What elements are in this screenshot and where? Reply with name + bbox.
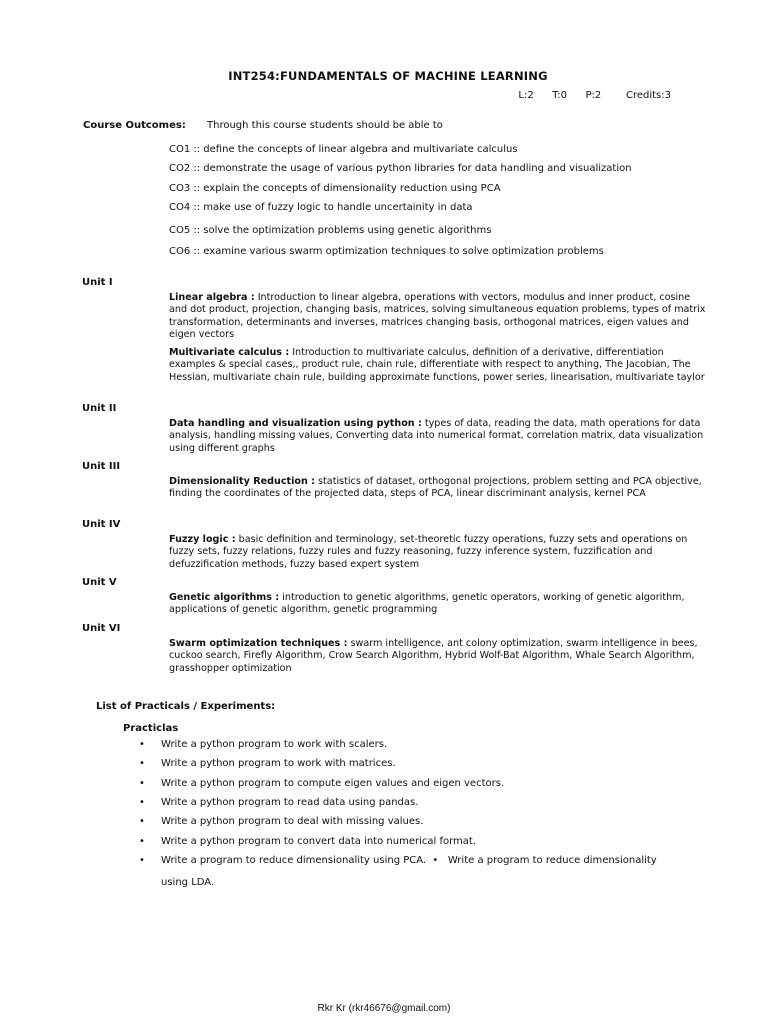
unit-topic xyxy=(169,638,709,675)
bullet: • xyxy=(139,836,145,847)
topic-text: basic definition and terminology, set-theoretic fuzzy operations, fuzzy sets and operations on fuzzy sets, fuzzy relations, fuzzy rules and fuzzy reasoning, fuzzy inference system, fuzzification and defuzzification methods, fuzzy based expert system xyxy=(169,534,688,570)
course-outcome-item: CO3 :: explain the concepts of dimensionality reduction using PCA xyxy=(169,183,501,194)
topic-text: statistics of dataset, orthogonal projections, problem setting and PCA objective, finding the coordinates of the projected data, steps of PCA, linear discriminant analysis, kernel PCA xyxy=(169,476,702,500)
topic-name: Multivariate calculus : xyxy=(169,347,290,358)
unit-topic xyxy=(169,347,709,384)
course-outcome-item: CO5 :: solve the optimization problems using genetic algorithms xyxy=(169,225,492,236)
unit-topic xyxy=(169,592,709,617)
footer-attribution: Rkr Kr (rkr46676@gmail.com) xyxy=(317,1003,451,1014)
topic-text: swarm intelligence, ant colony optimization, swarm intelligence in bees, cuckoo search, Firefly Algorithm, Crow Search Algorithm, Hybrid Wolf-Bat Algorithm, Whale Search Algorithm, grasshopper optimization xyxy=(169,638,698,674)
practicals-heading: List of Practicals / Experiments: xyxy=(96,701,276,712)
topic-name: Dimensionality Reduction : xyxy=(169,476,315,487)
practical-item: Write a python program to read data using pandas. xyxy=(161,797,419,808)
course-outcome-item: CO4 :: make use of fuzzy logic to handle uncertainity in data xyxy=(169,202,473,213)
unit-label: Unit II xyxy=(82,403,117,414)
topic-name: Swarm optimization techniques : xyxy=(169,638,348,649)
unit-label: Unit IV xyxy=(82,519,121,530)
course-title: INT254:FUNDAMENTALS OF MACHINE LEARNING xyxy=(228,69,548,83)
bullet: • xyxy=(139,758,145,769)
course-outcome-item: CO6 :: examine various swarm optimization techniques to solve optimization problems xyxy=(169,246,604,257)
topic-text: introduction to genetic algorithms, genetic operators, working of genetic algorithm, applications of genetic algorithm, genetic programming xyxy=(169,592,685,616)
practical-item: Write a program to reduce dimensionality using PCA. • Write a program to reduce dimensionality xyxy=(161,855,657,866)
topic-name: Fuzzy logic : xyxy=(169,534,236,545)
practical-item: Write a python program to deal with missing values. xyxy=(161,816,424,827)
course-outcome-item: CO2 :: demonstrate the usage of various python libraries for data handling and visualization xyxy=(169,163,632,174)
bullet: • xyxy=(139,797,145,808)
practical-item: Write a python program to work with matrices. xyxy=(161,758,396,769)
topic-text: Introduction to multivariate calculus, definition of a derivative, differentiation examples & special cases,, product rule, chain rule, differentiate with respect to anything, The Jacobian, The Hessian, multivariate chain rule, building approximate functions, power series, linearisation, multivariate taylor xyxy=(169,347,705,383)
topic-name: Genetic algorithms : xyxy=(169,592,280,603)
bullet: • xyxy=(139,739,145,750)
unit-label: Unit I xyxy=(82,277,113,288)
unit-label: Unit VI xyxy=(82,623,121,634)
topic-text: types of data, reading the data, math operations for data analysis, handling missing values, Converting data into numerical format, correlation matrix, data visualization using different graphs xyxy=(169,418,704,454)
unit-label: Unit III xyxy=(82,461,121,472)
credits-line: L:2 T:0 P:2 Credits:3 xyxy=(518,90,671,101)
topic-text: Introduction to linear algebra, operations with vectors, modulus and inner product, cosine and dot product, projection, changing basis, matrices, solving simultaneous equation problems, types of matrix transformation, determinants and inverses, matrices changing basis, orthogonal matrices, eigen values and eigen vectors xyxy=(169,292,706,341)
practical-item: Write a python program to work with scalers. xyxy=(161,739,388,750)
course-outcome-item: CO1 :: define the concepts of linear algebra and multivariate calculus xyxy=(169,144,518,155)
practical-item: Write a python program to compute eigen values and eigen vectors. xyxy=(161,778,505,789)
bullet: • xyxy=(139,855,145,866)
topic-name: Linear algebra : xyxy=(169,292,255,303)
unit-label: Unit V xyxy=(82,577,117,588)
unit-topic xyxy=(169,534,709,571)
practicals-subheading: Practiclas xyxy=(123,723,179,734)
bullet: • xyxy=(139,816,145,827)
topic-name: Data handling and visualization using python : xyxy=(169,418,422,429)
unit-topic xyxy=(169,292,709,342)
course-outcomes-heading: Course Outcomes: xyxy=(83,120,186,131)
bullet: • xyxy=(139,778,145,789)
practical-item: Write a python program to convert data into numerical format. xyxy=(161,836,476,847)
practical-item-continued: using LDA. xyxy=(161,877,215,888)
course-outcomes-intro: Through this course students should be able to xyxy=(207,120,443,131)
unit-topic xyxy=(169,476,709,501)
unit-topic xyxy=(169,418,709,455)
